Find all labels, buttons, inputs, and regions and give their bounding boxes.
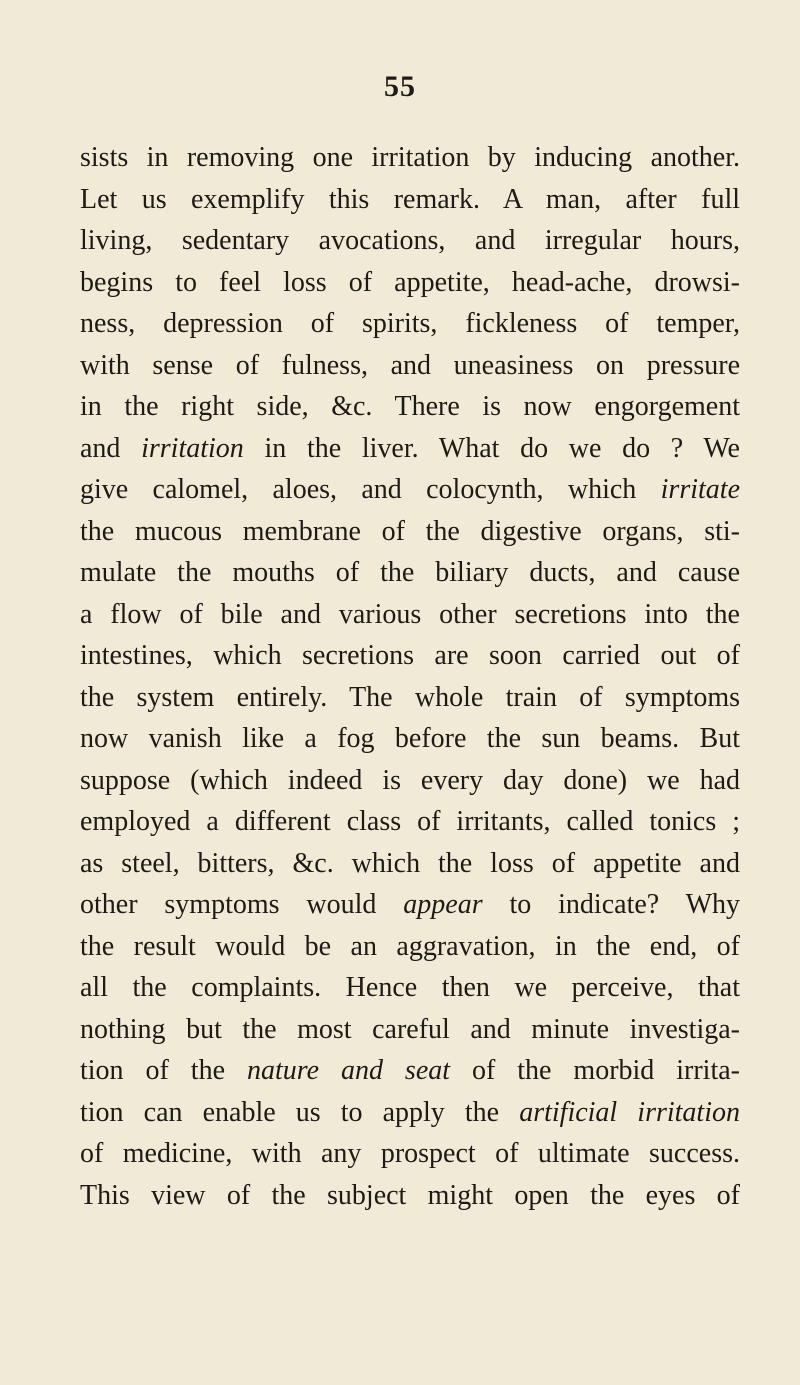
text-segment: of the morbid irrita- <box>450 1055 740 1086</box>
italic-text: artificial irritation <box>519 1096 740 1128</box>
text-line <box>80 428 740 470</box>
text-line: nothing but the most careful and minute investiga- <box>80 1013 740 1045</box>
text-line: This view of the subject might open the eyes of <box>80 1179 740 1211</box>
text-segment: tion of the <box>80 1055 247 1086</box>
text-segment: in the liver. What do we do ? We <box>243 432 740 464</box>
body-text <box>80 137 740 1216</box>
italic-text: irritate <box>660 474 740 505</box>
page-number: 55 <box>384 70 416 103</box>
text-line: employed a different class of irritants, called tonics ; <box>80 806 740 837</box>
text-line: all the complaints. Hence then we perceive, that <box>80 972 740 1003</box>
text-line: the system entirely. The whole train of symptoms <box>80 681 740 713</box>
text-line: the result would be an aggravation, in the end, of <box>80 930 740 962</box>
text-line <box>80 469 740 511</box>
text-line: in the right side, &c. There is now engorgement <box>80 391 740 422</box>
text-segment: give calomel, aloes, and colocynth, which <box>80 474 661 505</box>
text-line: of medicine, with any prospect of ultimate success. <box>80 1138 740 1169</box>
italic-text: appear <box>403 889 483 920</box>
text-line: suppose (which indeed is every day done) we had <box>80 764 740 796</box>
text-line: now vanish like a fog before the sun beams. But <box>80 723 740 754</box>
text-line: as steel, bitters, &c. which the loss of appetite and <box>80 847 740 879</box>
text-line: mulate the mouths of the biliary ducts, and cause <box>80 557 740 588</box>
text-line <box>80 1092 740 1134</box>
text-line: ness, depression of spirits, fickleness of temper, <box>80 308 740 339</box>
text-line: begins to feel loss of appetite, head-ache, drowsi- <box>80 266 740 298</box>
text-line: living, sedentary avocations, and irregular hours, <box>80 225 740 256</box>
text-segment: and <box>80 432 142 464</box>
text-segment: tion can enable us to apply the <box>80 1096 520 1128</box>
italic-text: irritation <box>141 432 244 464</box>
text-segment: other symptoms would <box>80 889 404 920</box>
text-segment: to indicate? Why <box>482 889 740 920</box>
text-line: a flow of bile and various other secretions into the <box>80 598 740 630</box>
text-line <box>80 884 740 926</box>
text-line: with sense of fulness, and uneasiness on pressure <box>80 349 740 381</box>
text-line: the mucous membrane of the digestive organs, sti- <box>80 515 740 547</box>
italic-text: nature and seat <box>246 1055 451 1086</box>
text-line: intestines, which secretions are soon carried out of <box>80 640 740 671</box>
text-line: Let us exemplify this remark. A man, after full <box>80 183 740 215</box>
text-line: sists in removing one irritation by inducing another. <box>80 142 740 173</box>
text-line <box>80 1050 740 1092</box>
